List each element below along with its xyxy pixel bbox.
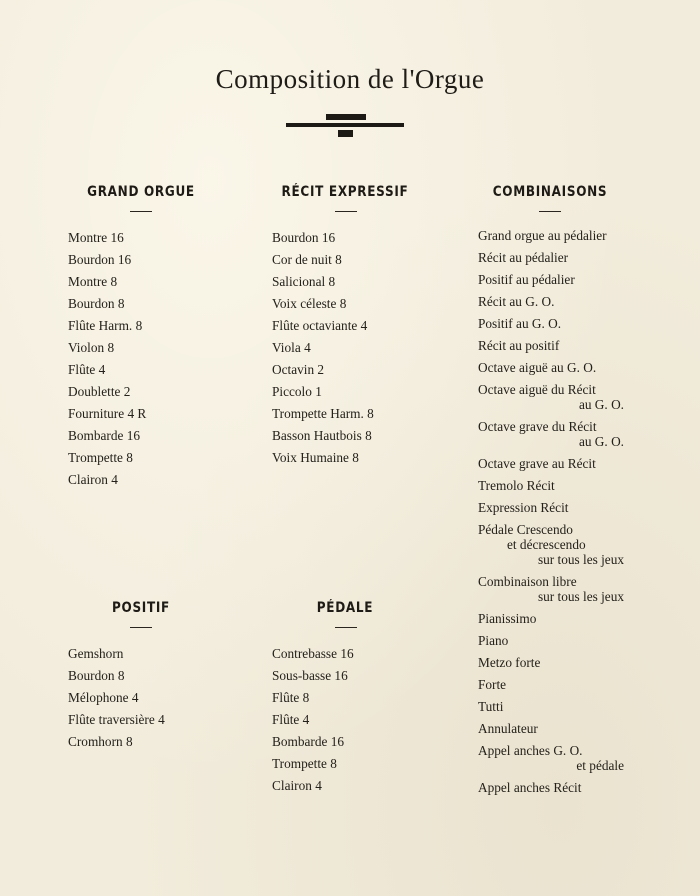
stop-item: Flûte 4	[68, 362, 106, 377]
combinaisons-rule	[539, 211, 561, 212]
combination-item	[478, 611, 638, 626]
combination-line: Forte	[478, 677, 507, 692]
combination-line: Positif au G. O.	[478, 316, 562, 331]
combination-item	[478, 382, 638, 412]
ornament-bar-long	[286, 123, 404, 127]
combination-item	[478, 677, 638, 692]
combination-line: Tremolo Récit	[478, 478, 555, 493]
combination-line: Récit au positif	[478, 338, 560, 353]
combination-line: Récit au pédalier	[478, 250, 569, 265]
stop-item: Trompette 8	[272, 756, 337, 771]
combination-line: Pianissimo	[478, 611, 537, 626]
combination-line: Piano	[478, 633, 509, 648]
combination-item	[478, 743, 638, 773]
combination-item	[478, 294, 638, 309]
combination-line: Appel anches G. O.	[478, 743, 583, 758]
stop-item: Flûte traversière 4	[68, 712, 165, 727]
recit-stop-list	[272, 227, 374, 469]
grand-orgue-heading: GRAND ORGUE	[87, 184, 195, 200]
combination-line: sur tous les jeux	[537, 552, 624, 567]
combination-line: au G. O.	[578, 397, 624, 412]
combination-line: Octave grave au Récit	[478, 456, 596, 471]
combination-line: Octave aiguë du Récit	[478, 382, 596, 397]
combination-item	[478, 272, 638, 287]
stop-item: Mélophone 4	[68, 690, 139, 705]
combination-item	[478, 360, 638, 375]
combination-line: Combinaison libre	[478, 574, 577, 589]
stop-item: Doublette 2	[68, 384, 131, 399]
recit-rule	[335, 211, 357, 212]
combination-line: au G. O.	[578, 434, 624, 449]
stop-item: Contrebasse 16	[272, 646, 354, 661]
stop-item: Bombarde 16	[272, 734, 345, 749]
stop-item: Bombarde 16	[68, 428, 141, 443]
combination-item	[478, 338, 638, 353]
stop-item: Trompette 8	[68, 450, 133, 465]
stop-item: Voix Humaine 8	[272, 450, 359, 465]
stop-item: Flûte 8	[272, 690, 310, 705]
combination-item	[478, 478, 638, 493]
stop-item: Bourdon 16	[68, 252, 132, 267]
combination-line: Appel anches Récit	[478, 780, 582, 795]
combinaisons-list	[478, 228, 638, 802]
combination-item	[478, 655, 638, 670]
combination-line: Octave aiguë au G. O.	[478, 360, 597, 375]
positif-heading: POSITIF	[112, 600, 170, 616]
combination-item	[478, 721, 638, 736]
combination-line: Positif au pédalier	[478, 272, 575, 287]
combination-item	[478, 500, 638, 515]
combination-line: Pédale Crescendo	[478, 522, 573, 537]
combination-line: Récit au G. O.	[478, 294, 555, 309]
combination-line: Octave grave du Récit	[478, 419, 597, 434]
combination-item	[478, 456, 638, 471]
combination-line: et pédale	[576, 758, 624, 773]
pedale-rule	[335, 627, 357, 628]
page-title: Composition de l'Orgue	[215, 64, 485, 94]
combination-line: Annulateur	[478, 721, 538, 736]
stop-item: Montre 16	[68, 230, 124, 245]
combination-item	[478, 780, 638, 795]
stop-item: Octavin 2	[272, 362, 325, 377]
combination-item	[478, 316, 638, 331]
stop-item: Voix céleste 8	[272, 296, 347, 311]
combination-line: Metzo forte	[478, 655, 541, 670]
combination-item	[478, 522, 638, 567]
ornament-bar-top	[326, 114, 366, 120]
combination-item	[478, 633, 638, 648]
stop-item: Flûte 4	[272, 712, 310, 727]
recit-heading: RÉCIT EXPRESSIF	[281, 184, 409, 200]
stop-item: Piccolo 1	[272, 384, 322, 399]
stop-item: Flûte octaviante 4	[272, 318, 368, 333]
grand-orgue-stop-list	[68, 227, 146, 491]
stop-item: Clairon 4	[272, 778, 322, 793]
pedale-stop-list	[272, 643, 354, 797]
combination-line: sur tous les jeux	[537, 589, 624, 604]
combination-line: Grand orgue au pédalier	[478, 228, 607, 243]
stop-item: Violon 8	[68, 340, 115, 355]
combination-item	[478, 250, 638, 265]
stop-item: Bourdon 8	[68, 296, 125, 311]
stop-item: Sous-basse 16	[272, 668, 348, 683]
stop-item: Fourniture 4 R	[68, 406, 147, 421]
combination-item	[478, 228, 638, 243]
combination-item	[478, 699, 638, 714]
grand-orgue-rule	[130, 211, 152, 212]
stop-item: Clairon 4	[68, 472, 118, 487]
stop-item: Bourdon 16	[272, 230, 336, 245]
combination-item	[478, 574, 638, 604]
combination-line: Expression Récit	[478, 500, 569, 515]
stop-item: Trompette Harm. 8	[272, 406, 374, 421]
stop-item: Viola 4	[272, 340, 311, 355]
stop-item: Gemshorn	[68, 646, 124, 661]
pedale-heading: PÉDALE	[316, 600, 374, 616]
stop-item: Basson Hautbois 8	[272, 428, 372, 443]
stop-item: Flûte Harm. 8	[68, 318, 143, 333]
combinaisons-heading: COMBINAISONS	[492, 184, 608, 200]
combination-line: et décrescendo	[507, 537, 586, 552]
positif-stop-list	[68, 643, 165, 753]
stop-item: Salicional 8	[272, 274, 336, 289]
combination-line: Tutti	[478, 699, 504, 714]
ornament-bar-bottom	[338, 130, 353, 137]
combination-item	[478, 419, 638, 449]
title-ornament	[286, 114, 406, 140]
stop-item: Bourdon 8	[68, 668, 125, 683]
positif-rule	[130, 627, 152, 628]
stop-item: Cromhorn 8	[68, 734, 133, 749]
stop-item: Montre 8	[68, 274, 118, 289]
stop-item: Cor de nuit 8	[272, 252, 342, 267]
